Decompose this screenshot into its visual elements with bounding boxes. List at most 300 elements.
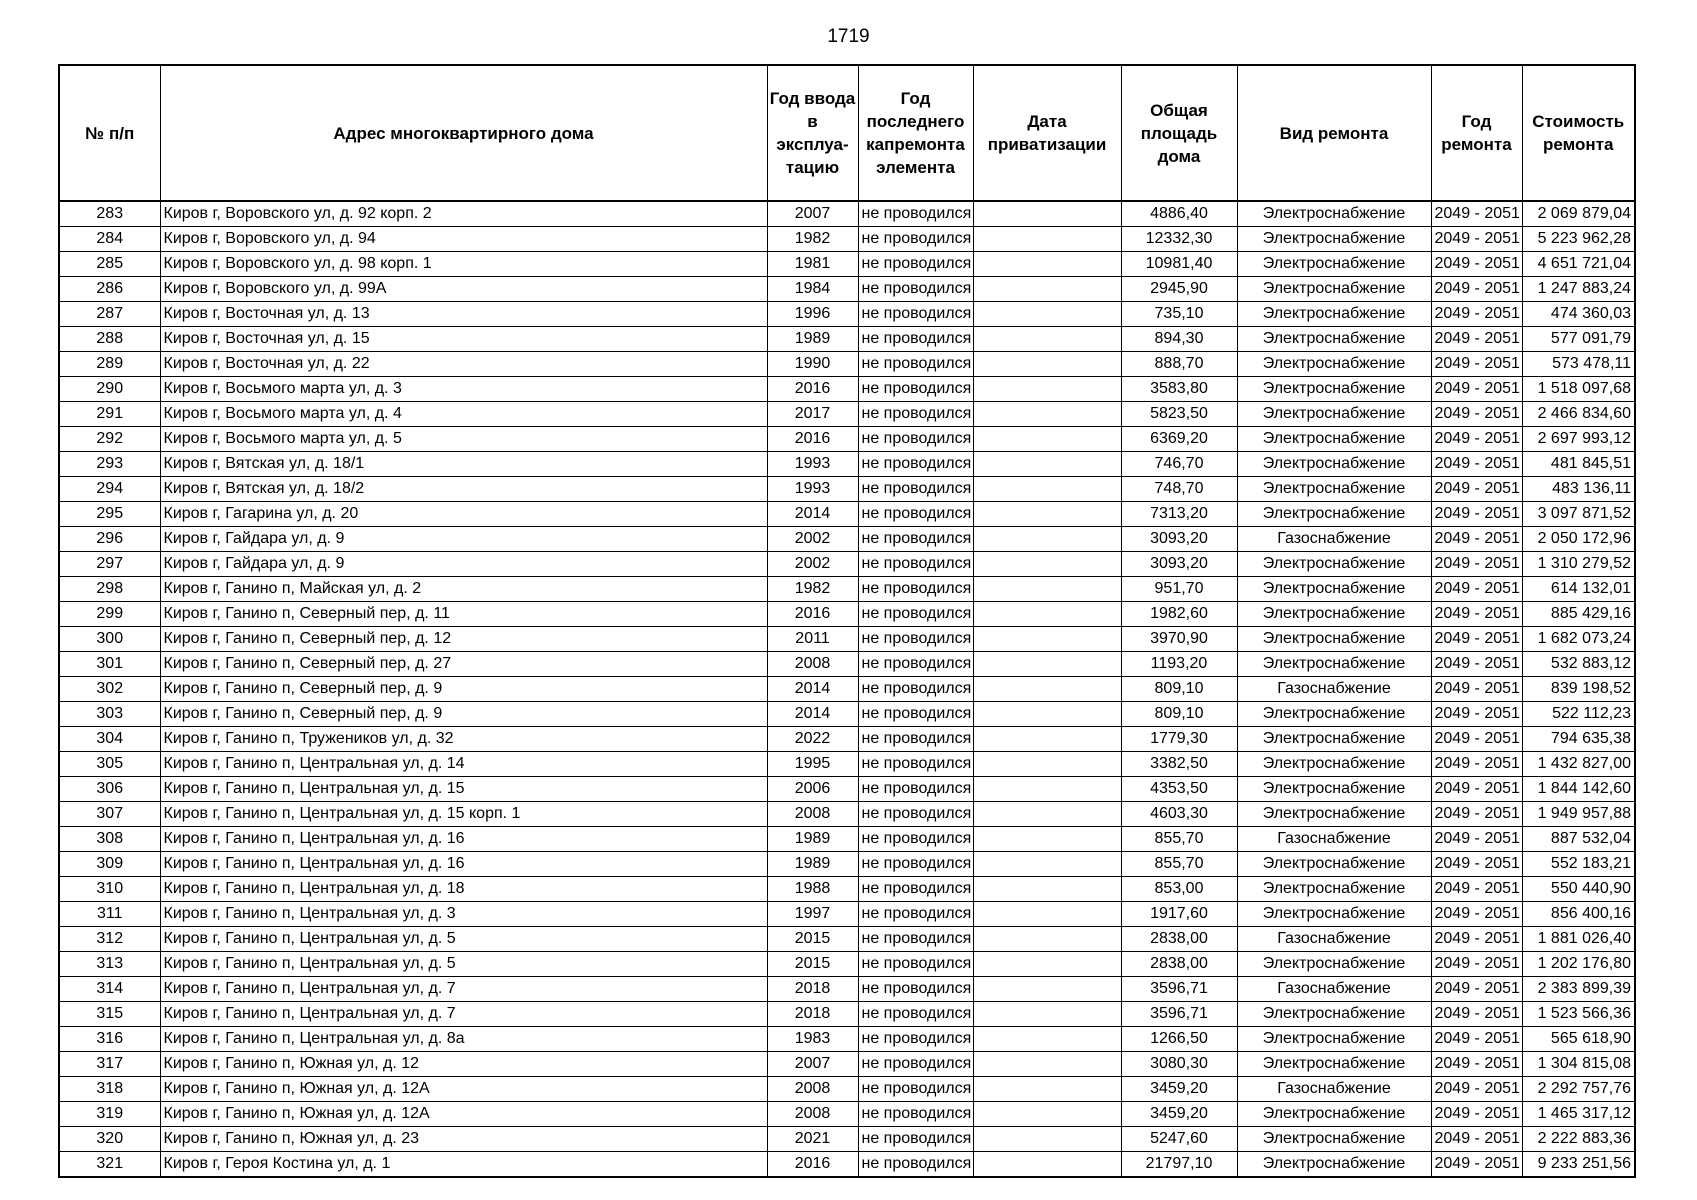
cell-cost: 2 222 883,36: [1522, 1127, 1635, 1152]
cell-repair-year: 2049 - 2051: [1431, 627, 1522, 652]
cell-repair-year: 2049 - 2051: [1431, 952, 1522, 977]
cell-address: Киров г, Героя Костина ул, д. 1: [160, 1152, 767, 1178]
cell-repair-type: Электроснабжение: [1237, 1102, 1431, 1127]
cell-address: Киров г, Ганино п, Северный пер, д. 12: [160, 627, 767, 652]
cell-privatization: [973, 452, 1121, 477]
cell-repair-year: 2049 - 2051: [1431, 602, 1522, 627]
cell-num: 301: [59, 652, 160, 677]
cell-privatization: [973, 252, 1121, 277]
cell-num: 284: [59, 227, 160, 252]
cell-area: 2838,00: [1121, 927, 1237, 952]
cell-repair-type: Электроснабжение: [1237, 277, 1431, 302]
table-row: [59, 402, 1635, 427]
cell-year-built: 2016: [767, 427, 858, 452]
cell-repair-year: 2049 - 2051: [1431, 652, 1522, 677]
cell-last-repair: не проводился: [858, 477, 973, 502]
table-row: [59, 902, 1635, 927]
cell-repair-type: Газоснабжение: [1237, 827, 1431, 852]
table-row: [59, 1152, 1635, 1178]
cell-cost: 483 136,11: [1522, 477, 1635, 502]
cell-num: 283: [59, 201, 160, 227]
cell-privatization: [973, 852, 1121, 877]
table-row: [59, 702, 1635, 727]
header-num: № п/п: [59, 65, 160, 201]
cell-area: 4353,50: [1121, 777, 1237, 802]
cell-cost: 2 050 172,96: [1522, 527, 1635, 552]
cell-repair-type: Электроснабжение: [1237, 477, 1431, 502]
cell-area: 21797,10: [1121, 1152, 1237, 1178]
cell-cost: 4 651 721,04: [1522, 252, 1635, 277]
cell-last-repair: не проводился: [858, 277, 973, 302]
cell-cost: 532 883,12: [1522, 652, 1635, 677]
cell-last-repair: не проводился: [858, 201, 973, 227]
cell-address: Киров г, Воровского ул, д. 98 корп. 1: [160, 252, 767, 277]
cell-privatization: [973, 602, 1121, 627]
cell-repair-type: Электроснабжение: [1237, 902, 1431, 927]
cell-repair-type: Газоснабжение: [1237, 927, 1431, 952]
cell-cost: 1 202 176,80: [1522, 952, 1635, 977]
cell-repair-type: Электроснабжение: [1237, 327, 1431, 352]
cell-repair-year: 2049 - 2051: [1431, 502, 1522, 527]
cell-year-built: 2016: [767, 602, 858, 627]
cell-repair-year: 2049 - 2051: [1431, 477, 1522, 502]
cell-privatization: [973, 677, 1121, 702]
cell-address: Киров г, Ганино п, Северный пер, д. 9: [160, 702, 767, 727]
cell-repair-year: 2049 - 2051: [1431, 577, 1522, 602]
cell-last-repair: не проводился: [858, 402, 973, 427]
table-row: [59, 352, 1635, 377]
cell-privatization: [973, 1102, 1121, 1127]
table-row: [59, 952, 1635, 977]
cell-address: Киров г, Ганино п, Южная ул, д. 12: [160, 1052, 767, 1077]
cell-last-repair: не проводился: [858, 977, 973, 1002]
cell-address: Киров г, Ганино п, Тружеников ул, д. 32: [160, 727, 767, 752]
cell-year-built: 1984: [767, 277, 858, 302]
cell-cost: 5 223 962,28: [1522, 227, 1635, 252]
cell-num: 318: [59, 1077, 160, 1102]
cell-address: Киров г, Восточная ул, д. 13: [160, 302, 767, 327]
cell-area: 5823,50: [1121, 402, 1237, 427]
cell-address: Киров г, Вятская ул, д. 18/1: [160, 452, 767, 477]
cell-cost: 614 132,01: [1522, 577, 1635, 602]
cell-area: 1982,60: [1121, 602, 1237, 627]
cell-cost: 1 310 279,52: [1522, 552, 1635, 577]
cell-repair-type: Электроснабжение: [1237, 852, 1431, 877]
cell-year-built: 1989: [767, 827, 858, 852]
table-row: [59, 627, 1635, 652]
cell-num: 321: [59, 1152, 160, 1178]
cell-year-built: 2008: [767, 1102, 858, 1127]
cell-area: 735,10: [1121, 302, 1237, 327]
cell-repair-type: Электроснабжение: [1237, 1027, 1431, 1052]
cell-year-built: 2007: [767, 201, 858, 227]
cell-address: Киров г, Ганино п, Центральная ул, д. 5: [160, 952, 767, 977]
cell-repair-year: 2049 - 2051: [1431, 402, 1522, 427]
cell-address: Киров г, Гагарина ул, д. 20: [160, 502, 767, 527]
cell-cost: 573 478,11: [1522, 352, 1635, 377]
cell-last-repair: не проводился: [858, 1127, 973, 1152]
cell-num: 317: [59, 1052, 160, 1077]
cell-repair-type: Электроснабжение: [1237, 702, 1431, 727]
cell-num: 292: [59, 427, 160, 452]
table-row: [59, 277, 1635, 302]
table-row: [59, 1027, 1635, 1052]
table-body: [59, 201, 1635, 1177]
cell-num: 316: [59, 1027, 160, 1052]
cell-area: 4603,30: [1121, 802, 1237, 827]
cell-year-built: 1995: [767, 752, 858, 777]
cell-year-built: 2021: [767, 1127, 858, 1152]
cell-repair-year: 2049 - 2051: [1431, 227, 1522, 252]
cell-year-built: 2017: [767, 402, 858, 427]
cell-address: Киров г, Ганино п, Центральная ул, д. 8а: [160, 1027, 767, 1052]
cell-num: 299: [59, 602, 160, 627]
cell-address: Киров г, Ганино п, Северный пер, д. 9: [160, 677, 767, 702]
header-address: Адрес многоквартирного дома: [160, 65, 767, 201]
cell-cost: 856 400,16: [1522, 902, 1635, 927]
cell-year-built: 2015: [767, 952, 858, 977]
table-row: [59, 852, 1635, 877]
cell-address: Киров г, Ганино п, Южная ул, д. 23: [160, 1127, 767, 1152]
cell-last-repair: не проводился: [858, 902, 973, 927]
cell-area: 894,30: [1121, 327, 1237, 352]
cell-repair-year: 2049 - 2051: [1431, 1027, 1522, 1052]
cell-year-built: 2018: [767, 1002, 858, 1027]
cell-privatization: [973, 377, 1121, 402]
cell-area: 809,10: [1121, 677, 1237, 702]
header-repair-type: Вид ремонта: [1237, 65, 1431, 201]
cell-address: Киров г, Ганино п, Центральная ул, д. 14: [160, 752, 767, 777]
cell-cost: 2 069 879,04: [1522, 201, 1635, 227]
cell-year-built: 1982: [767, 227, 858, 252]
cell-area: 1266,50: [1121, 1027, 1237, 1052]
cell-address: Киров г, Ганино п, Центральная ул, д. 15: [160, 777, 767, 802]
cell-repair-year: 2049 - 2051: [1431, 777, 1522, 802]
cell-num: 287: [59, 302, 160, 327]
cell-num: 313: [59, 952, 160, 977]
cell-last-repair: не проводился: [858, 677, 973, 702]
cell-cost: 839 198,52: [1522, 677, 1635, 702]
table-row: [59, 877, 1635, 902]
cell-cost: 1 432 827,00: [1522, 752, 1635, 777]
cell-area: 4886,40: [1121, 201, 1237, 227]
cell-repair-year: 2049 - 2051: [1431, 827, 1522, 852]
cell-area: 3596,71: [1121, 1002, 1237, 1027]
cell-last-repair: не проводился: [858, 1152, 973, 1178]
cell-privatization: [973, 952, 1121, 977]
cell-address: Киров г, Ганино п, Центральная ул, д. 3: [160, 902, 767, 927]
cell-area: 3583,80: [1121, 377, 1237, 402]
cell-area: 855,70: [1121, 852, 1237, 877]
cell-cost: 1 247 883,24: [1522, 277, 1635, 302]
cell-repair-type: Электроснабжение: [1237, 602, 1431, 627]
cell-privatization: [973, 427, 1121, 452]
cell-repair-type: Электроснабжение: [1237, 952, 1431, 977]
cell-address: Киров г, Воровского ул, д. 94: [160, 227, 767, 252]
cell-privatization: [973, 777, 1121, 802]
cell-cost: 474 360,03: [1522, 302, 1635, 327]
cell-cost: 2 697 993,12: [1522, 427, 1635, 452]
cell-last-repair: не проводился: [858, 352, 973, 377]
cell-num: 300: [59, 627, 160, 652]
header-cost: Стоимость ремонта: [1522, 65, 1635, 201]
cell-last-repair: не проводился: [858, 1077, 973, 1102]
cell-area: 3093,20: [1121, 527, 1237, 552]
cell-last-repair: не проводился: [858, 877, 973, 902]
cell-repair-type: Электроснабжение: [1237, 377, 1431, 402]
table-header-row: [59, 65, 1635, 201]
cell-last-repair: не проводился: [858, 702, 973, 727]
cell-year-built: 1981: [767, 252, 858, 277]
cell-privatization: [973, 1002, 1121, 1027]
cell-year-built: 2006: [767, 777, 858, 802]
cell-cost: 2 466 834,60: [1522, 402, 1635, 427]
cell-repair-type: Электроснабжение: [1237, 1152, 1431, 1178]
cell-address: Киров г, Воровского ул, д. 92 корп. 2: [160, 201, 767, 227]
cell-repair-year: 2049 - 2051: [1431, 927, 1522, 952]
cell-privatization: [973, 1052, 1121, 1077]
cell-address: Киров г, Гайдара ул, д. 9: [160, 552, 767, 577]
cell-privatization: [973, 877, 1121, 902]
cell-repair-year: 2049 - 2051: [1431, 977, 1522, 1002]
cell-privatization: [973, 502, 1121, 527]
cell-privatization: [973, 702, 1121, 727]
cell-cost: 1 465 317,12: [1522, 1102, 1635, 1127]
cell-repair-year: 2049 - 2051: [1431, 1002, 1522, 1027]
cell-repair-type: Электроснабжение: [1237, 502, 1431, 527]
cell-num: 307: [59, 802, 160, 827]
cell-repair-year: 2049 - 2051: [1431, 352, 1522, 377]
cell-repair-type: Газоснабжение: [1237, 1077, 1431, 1102]
cell-area: 2838,00: [1121, 952, 1237, 977]
cell-area: 3596,71: [1121, 977, 1237, 1002]
cell-repair-type: Газоснабжение: [1237, 527, 1431, 552]
cell-area: 10981,40: [1121, 252, 1237, 277]
cell-year-built: 2014: [767, 677, 858, 702]
cell-repair-year: 2049 - 2051: [1431, 377, 1522, 402]
cell-repair-year: 2049 - 2051: [1431, 1102, 1522, 1127]
cell-repair-year: 2049 - 2051: [1431, 427, 1522, 452]
cell-privatization: [973, 227, 1121, 252]
cell-repair-type: Электроснабжение: [1237, 252, 1431, 277]
cell-address: Киров г, Ганино п, Центральная ул, д. 7: [160, 1002, 767, 1027]
table-row: [59, 302, 1635, 327]
cell-last-repair: не проводился: [858, 327, 973, 352]
cell-repair-type: Электроснабжение: [1237, 652, 1431, 677]
table-row: [59, 527, 1635, 552]
cell-privatization: [973, 352, 1121, 377]
table-row: [59, 377, 1635, 402]
cell-num: 320: [59, 1127, 160, 1152]
cell-repair-type: Электроснабжение: [1237, 727, 1431, 752]
cell-num: 288: [59, 327, 160, 352]
cell-address: Киров г, Восточная ул, д. 22: [160, 352, 767, 377]
cell-repair-type: Электроснабжение: [1237, 1052, 1431, 1077]
cell-repair-type: Электроснабжение: [1237, 877, 1431, 902]
cell-num: 309: [59, 852, 160, 877]
cell-num: 293: [59, 452, 160, 477]
cell-year-built: 2008: [767, 802, 858, 827]
cell-num: 285: [59, 252, 160, 277]
cell-area: 853,00: [1121, 877, 1237, 902]
cell-year-built: 2018: [767, 977, 858, 1002]
cell-last-repair: не проводился: [858, 1002, 973, 1027]
cell-last-repair: не проводился: [858, 577, 973, 602]
cell-cost: 522 112,23: [1522, 702, 1635, 727]
cell-area: 6369,20: [1121, 427, 1237, 452]
cell-last-repair: не проводился: [858, 627, 973, 652]
cell-privatization: [973, 802, 1121, 827]
cell-cost: 577 091,79: [1522, 327, 1635, 352]
cell-privatization: [973, 652, 1121, 677]
cell-cost: 1 844 142,60: [1522, 777, 1635, 802]
cell-year-built: 1993: [767, 452, 858, 477]
cell-address: Киров г, Ганино п, Центральная ул, д. 16: [160, 852, 767, 877]
cell-year-built: 1988: [767, 877, 858, 902]
cell-cost: 1 523 566,36: [1522, 1002, 1635, 1027]
header-repair-year: Год ремонта: [1431, 65, 1522, 201]
cell-last-repair: не проводился: [858, 227, 973, 252]
cell-address: Киров г, Ганино п, Южная ул, д. 12А: [160, 1102, 767, 1127]
header-year-built: Год ввода в эксплуа- тацию: [767, 65, 858, 201]
cell-repair-year: 2049 - 2051: [1431, 552, 1522, 577]
cell-address: Киров г, Восточная ул, д. 15: [160, 327, 767, 352]
table-row: [59, 252, 1635, 277]
cell-address: Киров г, Ганино п, Северный пер, д. 27: [160, 652, 767, 677]
cell-repair-year: 2049 - 2051: [1431, 1052, 1522, 1077]
cell-cost: 885 429,16: [1522, 602, 1635, 627]
page-number: 1719: [827, 26, 870, 47]
cell-year-built: 1989: [767, 327, 858, 352]
cell-repair-type: Электроснабжение: [1237, 1127, 1431, 1152]
cell-last-repair: не проводился: [858, 302, 973, 327]
cell-repair-type: Электроснабжение: [1237, 402, 1431, 427]
cell-last-repair: не проводился: [858, 552, 973, 577]
cell-cost: 3 097 871,52: [1522, 502, 1635, 527]
cell-year-built: 2016: [767, 377, 858, 402]
cell-repair-type: Газоснабжение: [1237, 977, 1431, 1002]
cell-last-repair: не проводился: [858, 727, 973, 752]
cell-address: Киров г, Гайдара ул, д. 9: [160, 527, 767, 552]
cell-year-built: 1989: [767, 852, 858, 877]
cell-privatization: [973, 1077, 1121, 1102]
cell-num: 308: [59, 827, 160, 852]
cell-area: 12332,30: [1121, 227, 1237, 252]
cell-year-built: 2016: [767, 1152, 858, 1178]
cell-year-built: 1982: [767, 577, 858, 602]
cell-num: 298: [59, 577, 160, 602]
cell-address: Киров г, Восьмого марта ул, д. 3: [160, 377, 767, 402]
cell-repair-type: Электроснабжение: [1237, 752, 1431, 777]
cell-repair-year: 2049 - 2051: [1431, 1077, 1522, 1102]
table-row: [59, 477, 1635, 502]
cell-year-built: 2014: [767, 702, 858, 727]
cell-repair-type: Электроснабжение: [1237, 452, 1431, 477]
cell-address: Киров г, Ганино п, Северный пер, д. 11: [160, 602, 767, 627]
cell-repair-type: Электроснабжение: [1237, 227, 1431, 252]
cell-privatization: [973, 927, 1121, 952]
cell-last-repair: не проводился: [858, 527, 973, 552]
cell-last-repair: не проводился: [858, 777, 973, 802]
table-row: [59, 577, 1635, 602]
cell-repair-year: 2049 - 2051: [1431, 527, 1522, 552]
table-row: [59, 1127, 1635, 1152]
table-row: [59, 677, 1635, 702]
table-row: [59, 927, 1635, 952]
cell-area: 3382,50: [1121, 752, 1237, 777]
table-row: [59, 827, 1635, 852]
cell-privatization: [973, 577, 1121, 602]
cell-area: 2945,90: [1121, 277, 1237, 302]
cell-address: Киров г, Ганино п, Южная ул, д. 12А: [160, 1077, 767, 1102]
cell-num: 294: [59, 477, 160, 502]
cell-cost: 1 304 815,08: [1522, 1052, 1635, 1077]
cell-num: 302: [59, 677, 160, 702]
cell-last-repair: не проводился: [858, 927, 973, 952]
cell-repair-type: Электроснабжение: [1237, 302, 1431, 327]
cell-last-repair: не проводился: [858, 1027, 973, 1052]
cell-num: 314: [59, 977, 160, 1002]
cell-repair-year: 2049 - 2051: [1431, 727, 1522, 752]
cell-year-built: 1993: [767, 477, 858, 502]
table-row: [59, 977, 1635, 1002]
cell-num: 304: [59, 727, 160, 752]
cell-repair-year: 2049 - 2051: [1431, 277, 1522, 302]
cell-repair-year: 2049 - 2051: [1431, 201, 1522, 227]
cell-area: 855,70: [1121, 827, 1237, 852]
cell-cost: 481 845,51: [1522, 452, 1635, 477]
cell-privatization: [973, 977, 1121, 1002]
cell-last-repair: не проводился: [858, 252, 973, 277]
cell-privatization: [973, 552, 1121, 577]
cell-last-repair: не проводился: [858, 377, 973, 402]
cell-repair-type: Электроснабжение: [1237, 552, 1431, 577]
cell-privatization: [973, 327, 1121, 352]
cell-area: 3459,20: [1121, 1102, 1237, 1127]
cell-cost: 1 949 957,88: [1522, 802, 1635, 827]
cell-cost: 794 635,38: [1522, 727, 1635, 752]
table-row: [59, 652, 1635, 677]
cell-repair-type: Электроснабжение: [1237, 777, 1431, 802]
table-row: [59, 201, 1635, 227]
cell-num: 319: [59, 1102, 160, 1127]
cell-last-repair: не проводился: [858, 602, 973, 627]
cell-privatization: [973, 902, 1121, 927]
cell-area: 3459,20: [1121, 1077, 1237, 1102]
cell-last-repair: не проводился: [858, 952, 973, 977]
cell-last-repair: не проводился: [858, 827, 973, 852]
cell-area: 809,10: [1121, 702, 1237, 727]
cell-address: Киров г, Ганино п, Центральная ул, д. 16: [160, 827, 767, 852]
cell-year-built: 2002: [767, 552, 858, 577]
cell-last-repair: не проводился: [858, 652, 973, 677]
table-row: [59, 427, 1635, 452]
cell-privatization: [973, 1127, 1121, 1152]
cell-privatization: [973, 302, 1121, 327]
header-area: Общая площадь дома: [1121, 65, 1237, 201]
cell-num: 296: [59, 527, 160, 552]
cell-last-repair: не проводился: [858, 1052, 973, 1077]
table-row: [59, 777, 1635, 802]
table-row: [59, 502, 1635, 527]
cell-area: 1193,20: [1121, 652, 1237, 677]
cell-privatization: [973, 201, 1121, 227]
cell-cost: 550 440,90: [1522, 877, 1635, 902]
cell-repair-type: Электроснабжение: [1237, 352, 1431, 377]
cell-repair-year: 2049 - 2051: [1431, 802, 1522, 827]
cell-area: 5247,60: [1121, 1127, 1237, 1152]
cell-area: 746,70: [1121, 452, 1237, 477]
